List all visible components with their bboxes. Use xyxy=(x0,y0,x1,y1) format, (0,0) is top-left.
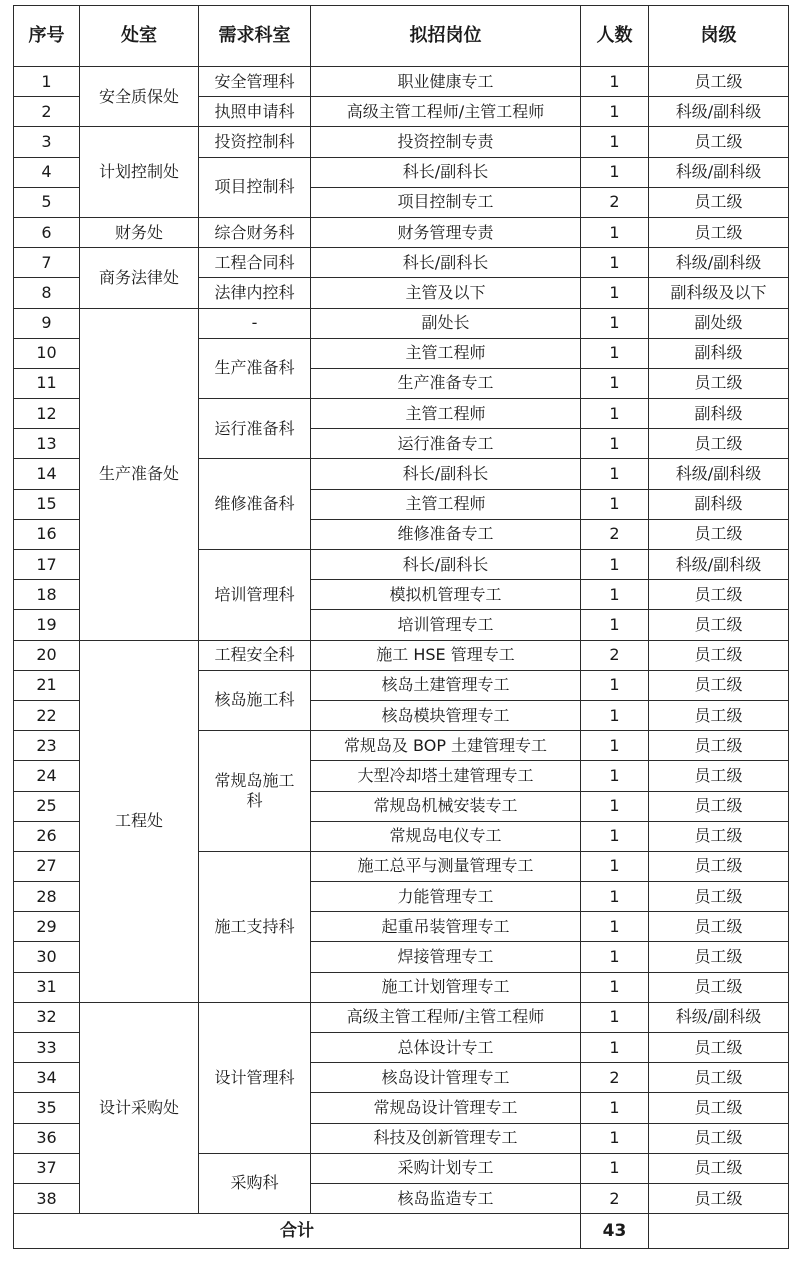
level-cell: 科级/副科级 xyxy=(649,97,789,127)
count-cell: 1 xyxy=(581,459,649,489)
count-cell: 1 xyxy=(581,1123,649,1153)
level-cell: 科级/副科级 xyxy=(649,550,789,580)
row-no: 6 xyxy=(14,217,80,247)
level-cell: 科级/副科级 xyxy=(649,1002,789,1032)
level-cell: 员工级 xyxy=(649,640,789,670)
level-cell: 员工级 xyxy=(649,127,789,157)
row-no: 9 xyxy=(14,308,80,338)
row-no: 38 xyxy=(14,1183,80,1213)
level-cell: 副科级 xyxy=(649,338,789,368)
level-cell: 员工级 xyxy=(649,1153,789,1183)
level-cell: 副科级 xyxy=(649,399,789,429)
row-no: 5 xyxy=(14,187,80,217)
count-cell: 1 xyxy=(581,942,649,972)
row-no: 17 xyxy=(14,550,80,580)
section-cell: 核岛施工科 xyxy=(199,670,311,730)
section-cell: 培训管理科 xyxy=(199,550,311,641)
level-cell: 科级/副科级 xyxy=(649,157,789,187)
level-cell: 员工级 xyxy=(649,851,789,881)
level-cell: 副处级 xyxy=(649,308,789,338)
recruitment-table xyxy=(13,5,789,1249)
position-cell: 核岛设计管理专工 xyxy=(311,1063,581,1093)
row-no: 30 xyxy=(14,942,80,972)
total-label: 合计 xyxy=(14,1214,581,1249)
count-cell: 1 xyxy=(581,761,649,791)
row-no: 21 xyxy=(14,670,80,700)
position-cell: 生产准备专工 xyxy=(311,368,581,398)
row-no: 29 xyxy=(14,912,80,942)
level-cell: 员工级 xyxy=(649,67,789,97)
position-cell: 核岛土建管理专工 xyxy=(311,670,581,700)
row-no: 10 xyxy=(14,338,80,368)
position-cell: 常规岛电仪专工 xyxy=(311,821,581,851)
header-level: 岗级 xyxy=(649,6,789,67)
level-cell: 员工级 xyxy=(649,1123,789,1153)
position-cell: 施工计划管理专工 xyxy=(311,972,581,1002)
division-cell: 安全质保处 xyxy=(80,67,199,127)
position-cell: 核岛模块管理专工 xyxy=(311,700,581,730)
count-cell: 1 xyxy=(581,278,649,308)
row-no: 33 xyxy=(14,1033,80,1063)
level-cell: 员工级 xyxy=(649,1033,789,1063)
table-row xyxy=(14,127,789,157)
level-cell: 员工级 xyxy=(649,791,789,821)
position-cell: 力能管理专工 xyxy=(311,882,581,912)
section-cell: 常规岛施工科 xyxy=(199,731,311,852)
section-cell: - xyxy=(199,308,311,338)
section-cell: 运行准备科 xyxy=(199,399,311,459)
row-no: 25 xyxy=(14,791,80,821)
position-cell: 大型冷却塔土建管理专工 xyxy=(311,761,581,791)
row-no: 35 xyxy=(14,1093,80,1123)
position-cell: 采购计划专工 xyxy=(311,1153,581,1183)
row-no: 11 xyxy=(14,368,80,398)
row-no: 27 xyxy=(14,851,80,881)
level-cell: 员工级 xyxy=(649,1183,789,1213)
count-cell: 1 xyxy=(581,791,649,821)
position-cell: 施工 HSE 管理专工 xyxy=(311,640,581,670)
total-level-empty xyxy=(649,1214,789,1249)
level-cell: 员工级 xyxy=(649,670,789,700)
row-no: 31 xyxy=(14,972,80,1002)
row-no: 2 xyxy=(14,97,80,127)
level-cell: 员工级 xyxy=(649,429,789,459)
row-no: 32 xyxy=(14,1002,80,1032)
level-cell: 员工级 xyxy=(649,912,789,942)
count-cell: 1 xyxy=(581,399,649,429)
row-no: 3 xyxy=(14,127,80,157)
count-cell: 1 xyxy=(581,610,649,640)
count-cell: 1 xyxy=(581,67,649,97)
row-no: 14 xyxy=(14,459,80,489)
section-cell: 施工支持科 xyxy=(199,851,311,1002)
section-cell: 采购科 xyxy=(199,1153,311,1213)
position-cell: 科长/副科长 xyxy=(311,459,581,489)
section-cell: 安全管理科 xyxy=(199,67,311,97)
total-row xyxy=(14,1214,789,1249)
count-cell: 2 xyxy=(581,1063,649,1093)
count-cell: 1 xyxy=(581,308,649,338)
row-no: 26 xyxy=(14,821,80,851)
header-count: 人数 xyxy=(581,6,649,67)
count-cell: 1 xyxy=(581,1033,649,1063)
position-cell: 主管及以下 xyxy=(311,278,581,308)
division-cell: 商务法律处 xyxy=(80,248,199,308)
row-no: 37 xyxy=(14,1153,80,1183)
table-row xyxy=(14,217,789,247)
count-cell: 1 xyxy=(581,338,649,368)
level-cell: 员工级 xyxy=(649,972,789,1002)
count-cell: 1 xyxy=(581,550,649,580)
row-no: 12 xyxy=(14,399,80,429)
position-cell: 科长/副科长 xyxy=(311,157,581,187)
position-cell: 副处长 xyxy=(311,308,581,338)
section-cell: 工程安全科 xyxy=(199,640,311,670)
level-cell: 员工级 xyxy=(649,610,789,640)
level-cell: 员工级 xyxy=(649,580,789,610)
division-cell: 生产准备处 xyxy=(80,308,199,640)
position-cell: 投资控制专责 xyxy=(311,127,581,157)
section-cell: 项目控制科 xyxy=(199,157,311,217)
row-no: 8 xyxy=(14,278,80,308)
count-cell: 1 xyxy=(581,912,649,942)
section-cell: 工程合同科 xyxy=(199,248,311,278)
level-cell: 员工级 xyxy=(649,1093,789,1123)
level-cell: 副科级 xyxy=(649,489,789,519)
level-cell: 员工级 xyxy=(649,761,789,791)
position-cell: 高级主管工程师/主管工程师 xyxy=(311,1002,581,1032)
position-cell: 常规岛设计管理专工 xyxy=(311,1093,581,1123)
row-no: 22 xyxy=(14,700,80,730)
table-row xyxy=(14,1002,789,1032)
count-cell: 1 xyxy=(581,851,649,881)
division-cell: 财务处 xyxy=(80,217,199,247)
position-cell: 项目控制专工 xyxy=(311,187,581,217)
total-count: 43 xyxy=(581,1214,649,1249)
row-no: 28 xyxy=(14,882,80,912)
row-no: 20 xyxy=(14,640,80,670)
row-no: 36 xyxy=(14,1123,80,1153)
row-no: 18 xyxy=(14,580,80,610)
section-cell: 生产准备科 xyxy=(199,338,311,398)
header-section: 需求科室 xyxy=(199,6,311,67)
position-cell: 维修准备专工 xyxy=(311,519,581,549)
level-cell: 员工级 xyxy=(649,187,789,217)
position-cell: 焊接管理专工 xyxy=(311,942,581,972)
position-cell: 科长/副科长 xyxy=(311,248,581,278)
row-no: 15 xyxy=(14,489,80,519)
level-cell: 员工级 xyxy=(649,700,789,730)
count-cell: 1 xyxy=(581,1093,649,1123)
position-cell: 主管工程师 xyxy=(311,399,581,429)
position-cell: 主管工程师 xyxy=(311,338,581,368)
count-cell: 1 xyxy=(581,97,649,127)
level-cell: 员工级 xyxy=(649,821,789,851)
count-cell: 1 xyxy=(581,700,649,730)
level-cell: 员工级 xyxy=(649,1063,789,1093)
row-no: 4 xyxy=(14,157,80,187)
section-cell: 投资控制科 xyxy=(199,127,311,157)
count-cell: 1 xyxy=(581,972,649,1002)
table-header-row xyxy=(14,6,789,67)
count-cell: 1 xyxy=(581,580,649,610)
row-no: 1 xyxy=(14,67,80,97)
count-cell: 1 xyxy=(581,1002,649,1032)
row-no: 13 xyxy=(14,429,80,459)
count-cell: 1 xyxy=(581,1153,649,1183)
row-no: 19 xyxy=(14,610,80,640)
section-cell: 执照申请科 xyxy=(199,97,311,127)
section-cell: 法律内控科 xyxy=(199,278,311,308)
count-cell: 1 xyxy=(581,429,649,459)
count-cell: 1 xyxy=(581,489,649,519)
position-cell: 起重吊装管理专工 xyxy=(311,912,581,942)
count-cell: 2 xyxy=(581,1183,649,1213)
division-cell: 设计采购处 xyxy=(80,1002,199,1213)
header-division: 处室 xyxy=(80,6,199,67)
section-cell: 维修准备科 xyxy=(199,459,311,550)
position-cell: 主管工程师 xyxy=(311,489,581,519)
count-cell: 1 xyxy=(581,127,649,157)
section-cell: 设计管理科 xyxy=(199,1002,311,1153)
table-row xyxy=(14,640,789,670)
table-row xyxy=(14,67,789,97)
count-cell: 1 xyxy=(581,731,649,761)
header-position: 拟招岗位 xyxy=(311,6,581,67)
division-cell: 计划控制处 xyxy=(80,127,199,218)
table-row xyxy=(14,248,789,278)
position-cell: 施工总平与测量管理专工 xyxy=(311,851,581,881)
position-cell: 模拟机管理专工 xyxy=(311,580,581,610)
count-cell: 1 xyxy=(581,217,649,247)
level-cell: 员工级 xyxy=(649,217,789,247)
row-no: 34 xyxy=(14,1063,80,1093)
count-cell: 1 xyxy=(581,368,649,398)
position-cell: 高级主管工程师/主管工程师 xyxy=(311,97,581,127)
row-no: 23 xyxy=(14,731,80,761)
position-cell: 科技及创新管理专工 xyxy=(311,1123,581,1153)
count-cell: 1 xyxy=(581,670,649,700)
level-cell: 副科级及以下 xyxy=(649,278,789,308)
level-cell: 员工级 xyxy=(649,882,789,912)
row-no: 24 xyxy=(14,761,80,791)
level-cell: 员工级 xyxy=(649,519,789,549)
position-cell: 培训管理专工 xyxy=(311,610,581,640)
division-cell: 工程处 xyxy=(80,640,199,1002)
count-cell: 2 xyxy=(581,187,649,217)
level-cell: 员工级 xyxy=(649,731,789,761)
position-cell: 总体设计专工 xyxy=(311,1033,581,1063)
position-cell: 常规岛机械安装专工 xyxy=(311,791,581,821)
level-cell: 员工级 xyxy=(649,368,789,398)
count-cell: 1 xyxy=(581,157,649,187)
position-cell: 职业健康专工 xyxy=(311,67,581,97)
row-no: 7 xyxy=(14,248,80,278)
count-cell: 2 xyxy=(581,519,649,549)
position-cell: 财务管理专责 xyxy=(311,217,581,247)
count-cell: 1 xyxy=(581,821,649,851)
count-cell: 1 xyxy=(581,248,649,278)
table-row xyxy=(14,308,789,338)
row-no: 16 xyxy=(14,519,80,549)
position-cell: 科长/副科长 xyxy=(311,550,581,580)
section-cell: 综合财务科 xyxy=(199,217,311,247)
level-cell: 员工级 xyxy=(649,942,789,972)
level-cell: 科级/副科级 xyxy=(649,459,789,489)
count-cell: 2 xyxy=(581,640,649,670)
header-no: 序号 xyxy=(14,6,80,67)
position-cell: 常规岛及 BOP 土建管理专工 xyxy=(311,731,581,761)
count-cell: 1 xyxy=(581,882,649,912)
position-cell: 运行准备专工 xyxy=(311,429,581,459)
position-cell: 核岛监造专工 xyxy=(311,1183,581,1213)
level-cell: 科级/副科级 xyxy=(649,248,789,278)
